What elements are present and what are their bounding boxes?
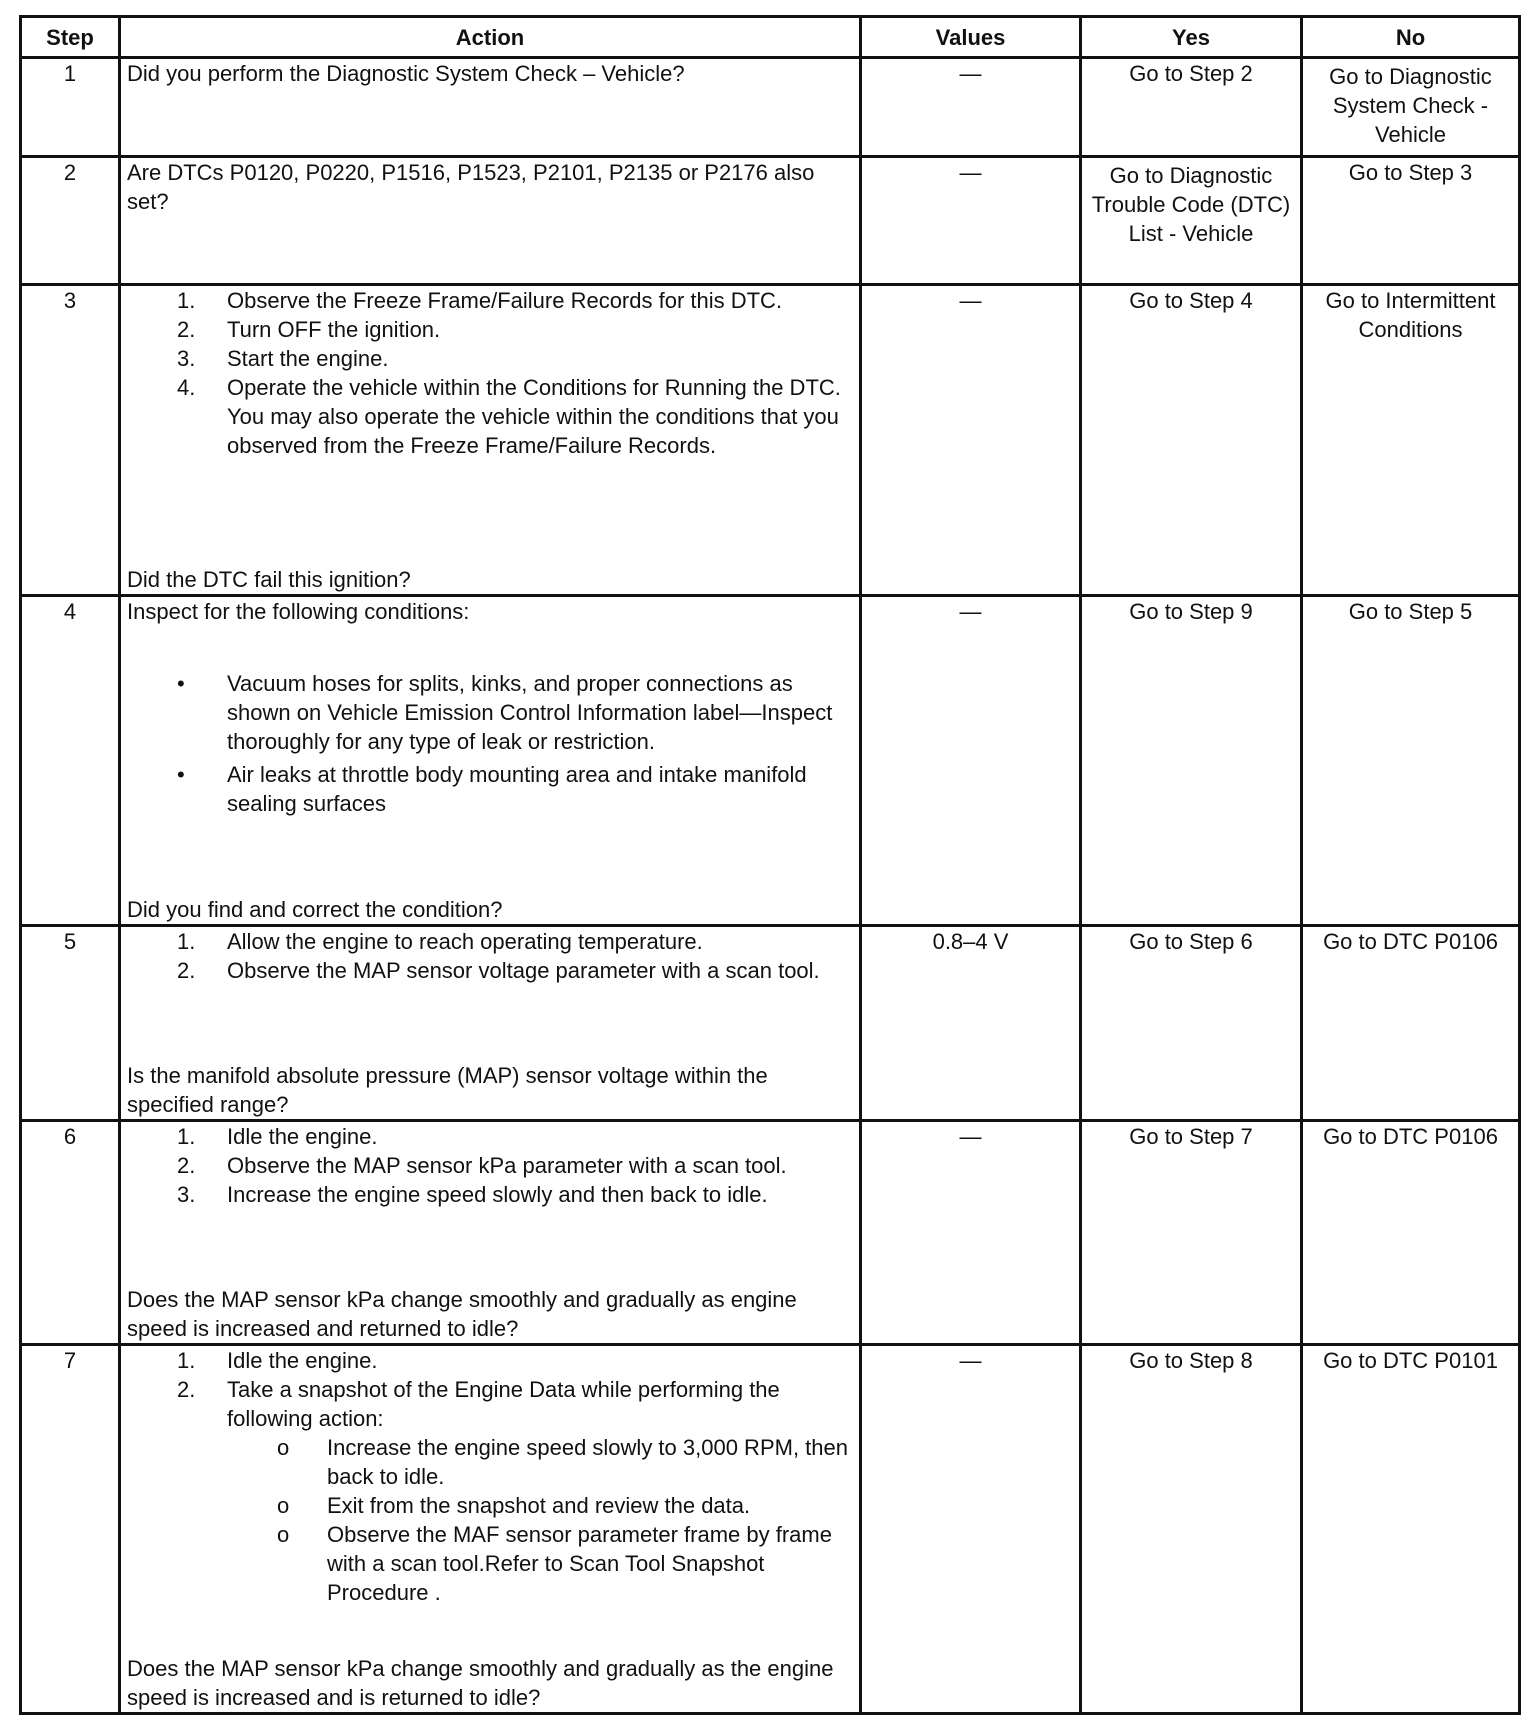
sub-action-list xyxy=(127,1433,853,1607)
no-link[interactable]: Go to Step 3 xyxy=(1302,157,1520,285)
question-text: Did the DTC fail this ignition? xyxy=(127,567,411,592)
yes-link[interactable]: Go to Step 8 xyxy=(1081,1345,1302,1714)
step-number: 6 xyxy=(21,1121,120,1345)
question-text: Does the MAP sensor kPa change smoothly and gradually as engine speed is increased and returned to idle? xyxy=(127,1287,797,1341)
no-link[interactable]: Go to DTC P0106 xyxy=(1302,926,1520,1121)
table-row xyxy=(21,1345,1520,1714)
no-link[interactable]: Go to Diagnostic System Check - Vehicle xyxy=(1302,58,1520,157)
no-link[interactable]: Go to DTC P0101 xyxy=(1302,1345,1520,1714)
value-cell: — xyxy=(861,157,1081,285)
table-row xyxy=(21,926,1520,1121)
table-row xyxy=(21,285,1520,596)
list-item: 2. Observe the MAP sensor kPa parameter with a scan tool. xyxy=(177,1153,787,1178)
value-cell: — xyxy=(861,1121,1081,1345)
table-row xyxy=(21,157,1520,285)
list-item: • Air leaks at throttle body mounting area and intake manifold sealing surfaces xyxy=(177,762,807,816)
action-cell xyxy=(120,1121,861,1345)
table-row xyxy=(21,596,1520,926)
list-item: 3. Start the engine. xyxy=(177,346,389,371)
list-item: 1. Observe the Freeze Frame/Failure Records for this DTC. xyxy=(177,288,783,313)
question-text: Are DTCs P0120, P0220, P1516, P1523, P2101, P2135 or P2176 also set? xyxy=(127,160,815,214)
list-item: 4. Operate the vehicle within the Conditions for Running the DTC. You may also operate the vehicle within the conditions that you observed from the Freeze Frame/Failure Records. xyxy=(177,375,841,458)
question-text: Did you find and correct the condition? xyxy=(127,897,503,922)
question-text: Is the manifold absolute pressure (MAP) sensor voltage within the specified range? xyxy=(127,1063,768,1117)
list-item: 2. Observe the MAP sensor voltage parameter with a scan tool. xyxy=(177,958,820,983)
list-item: 2. Turn OFF the ignition. xyxy=(177,317,441,342)
step-number: 2 xyxy=(21,157,120,285)
yes-link[interactable]: Go to Diagnostic Trouble Code (DTC) List - Vehicle xyxy=(1081,157,1302,285)
header-step: Step xyxy=(21,17,120,58)
table-row xyxy=(21,58,1520,157)
header-row xyxy=(21,17,1520,58)
no-link[interactable]: Go to DTC P0106 xyxy=(1302,1121,1520,1345)
yes-link[interactable]: Go to Step 7 xyxy=(1081,1121,1302,1345)
no-link[interactable]: Go to Step 5 xyxy=(1302,596,1520,926)
list-item: 2. Take a snapshot of the Engine Data while performing the following action: xyxy=(177,1377,780,1431)
list-item: 1. Idle the engine. xyxy=(177,1124,378,1149)
list-item: o Exit from the snapshot and review the data. xyxy=(277,1493,751,1518)
header-no: No xyxy=(1302,17,1520,58)
yes-link[interactable]: Go to Step 6 xyxy=(1081,926,1302,1121)
no-link[interactable]: Go to Intermittent Conditions xyxy=(1302,285,1520,596)
header-action: Action xyxy=(120,17,861,58)
list-item: • Vacuum hoses for splits, kinks, and proper connections as shown on Vehicle Emission Control Information label—Inspect thoroughly for any type of leak or restriction. xyxy=(177,671,833,754)
step-number: 3 xyxy=(21,285,120,596)
intro-text: Inspect for the following conditions: xyxy=(127,599,470,624)
yes-link[interactable]: Go to Step 4 xyxy=(1081,285,1302,596)
value-cell: — xyxy=(861,285,1081,596)
condition-list xyxy=(127,669,853,818)
diagnostic-table xyxy=(19,15,1521,1715)
value-cell: — xyxy=(861,58,1081,157)
yes-link[interactable]: Go to Step 9 xyxy=(1081,596,1302,926)
table-row xyxy=(21,1121,1520,1345)
question-text: Did you perform the Diagnostic System Check – Vehicle? xyxy=(127,61,685,86)
action-cell xyxy=(120,285,861,596)
step-number: 5 xyxy=(21,926,120,1121)
yes-link[interactable]: Go to Step 2 xyxy=(1081,58,1302,157)
list-item: 1. Idle the engine. xyxy=(177,1348,378,1373)
list-item: o Observe the MAF sensor parameter frame by frame with a scan tool.Refer to Scan Tool Snapshot Procedure . xyxy=(277,1522,832,1605)
action-cell xyxy=(120,596,861,926)
step-number: 4 xyxy=(21,596,120,926)
procedure-list xyxy=(127,1122,853,1209)
action-cell xyxy=(120,926,861,1121)
question-text: Does the MAP sensor kPa change smoothly and gradually as the engine speed is increased and is returned to idle? xyxy=(127,1656,834,1710)
step-number: 7 xyxy=(21,1345,120,1714)
procedure-list xyxy=(127,1346,853,1433)
action-cell xyxy=(120,58,861,157)
action-cell xyxy=(120,157,861,285)
header-values: Values xyxy=(861,17,1081,58)
step-number: 1 xyxy=(21,58,120,157)
list-item: 3. Increase the engine speed slowly and then back to idle. xyxy=(177,1182,768,1207)
list-item: o Increase the engine speed slowly to 3,000 RPM, then back to idle. xyxy=(277,1435,848,1489)
value-cell: — xyxy=(861,596,1081,926)
value-cell: — xyxy=(861,1345,1081,1714)
list-item: 1. Allow the engine to reach operating temperature. xyxy=(177,929,703,954)
header-yes: Yes xyxy=(1081,17,1302,58)
procedure-list xyxy=(127,927,853,985)
procedure-list xyxy=(127,286,853,460)
action-cell xyxy=(120,1345,861,1714)
value-cell: 0.8–4 V xyxy=(861,926,1081,1121)
